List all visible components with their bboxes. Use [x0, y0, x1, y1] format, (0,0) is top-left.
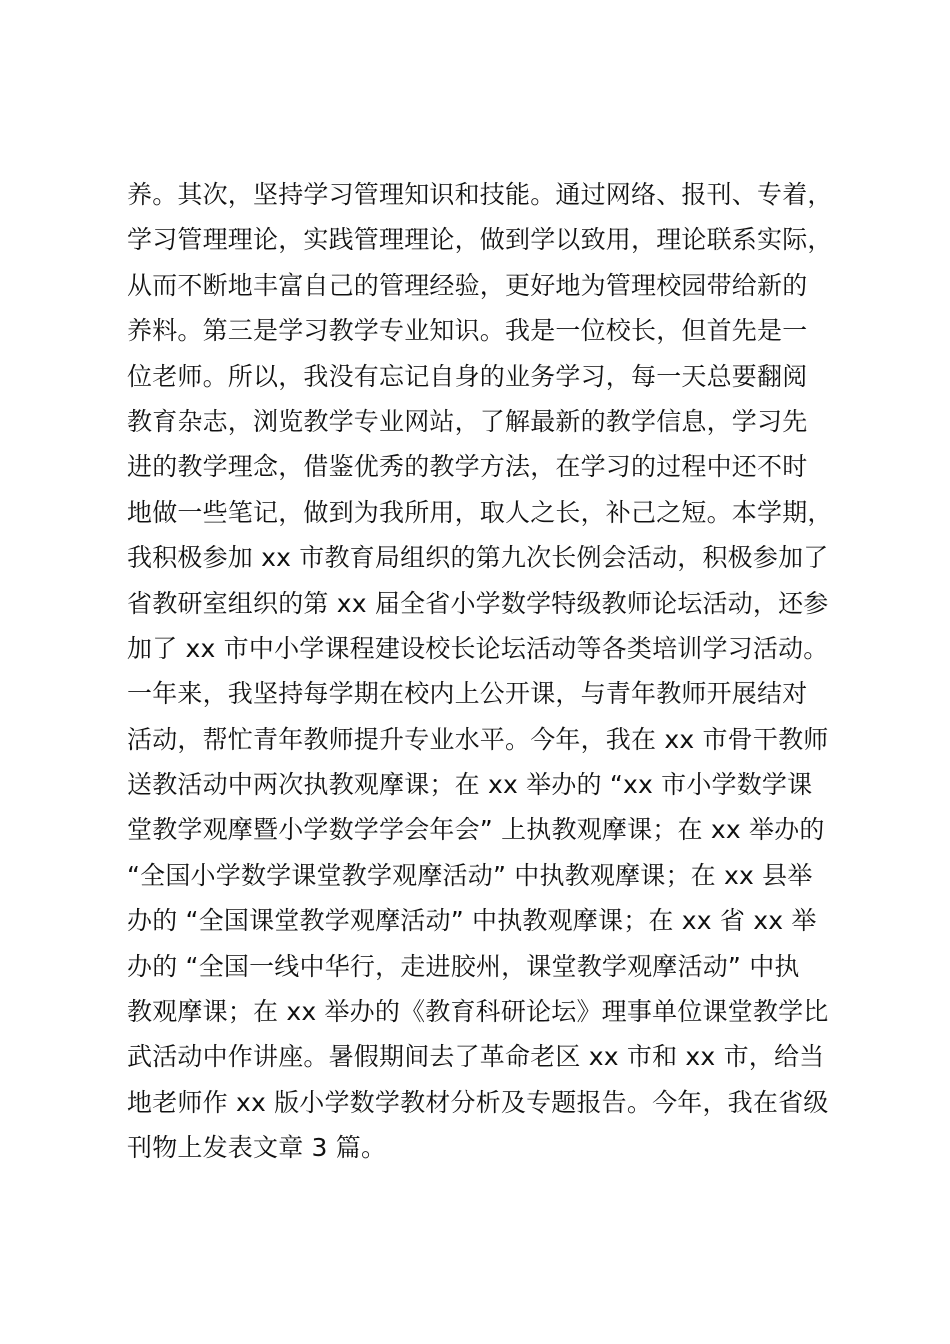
text-line: 养。其次，坚持学习管理知识和技能。通过网络、报刊、专着， [127, 180, 833, 209]
text-line: 进的教学理念，借鉴优秀的教学方法，在学习的过程中还不时 [127, 452, 808, 482]
text-line: “全国小学数学课堂教学观摩活动” 中执教观摩课；在 xx 县举 [127, 860, 813, 890]
text-line: 我积极参加 xx 市教育局组织的第九次长例会活动，积极参加了 [127, 543, 829, 573]
text-line: 地老师作 xx 版小学数学教材分析及专题报告。今年，我在省级 [127, 1087, 829, 1117]
text-line: 刊物上发表文章 3 篇。 [127, 1133, 387, 1163]
text-line: 办的 “全国课堂教学观摩活动” 中执教观摩课；在 xx 省 xx 举 [127, 906, 817, 936]
text-line: 位老师。所以，我没有忘记自身的业务学习，每一天总要翻阅 [127, 361, 808, 391]
body-paragraph [127, 172, 857, 1171]
text-line: 加了 xx 市中小学课程建设校长论坛活动等各类培训学习活动。 [127, 633, 829, 663]
text-line: 活动，帮忙青年教师提升专业水平。今年，我在 xx 市骨干教师 [127, 724, 829, 754]
text-line: 地做一些笔记，做到为我所用，取人之长，补己之短。本学期， [127, 497, 833, 527]
text-line: 送教活动中两次执教观摩课；在 xx 举办的 “xx 市小学数学课 [127, 770, 813, 800]
text-line: 学习管理理论，实践管理理论，做到学以致用，理论联系实际， [127, 225, 833, 255]
text-line: 养料。第三是学习教学专业知识。我是一位校长，但首先是一 [127, 316, 808, 346]
text-line: 省教研室组织的第 xx 届全省小学数学特级教师论坛活动，还参 [127, 588, 829, 618]
text-line: 武活动中作讲座。暑假期间去了革命老区 xx 市和 xx 市，给当 [127, 1042, 825, 1072]
text-line: 办的 “全国一线中华行，走进胶州，课堂教学观摩活动” 中执 [127, 951, 800, 981]
text-line: 从而不断地丰富自己的管理经验，更好地为管理校园带给新的 [127, 270, 808, 300]
text-line: 一年来，我坚持每学期在校内上公开课，与青年教师开展结对 [127, 679, 808, 709]
text-line: 堂教学观摩暨小学数学学会年会” 上执教观摩课；在 xx 举办的 [127, 815, 825, 845]
text-line: 教观摩课；在 xx 举办的《教育科研论坛》理事单位课堂教学比 [127, 997, 829, 1027]
text-line: 教育杂志，浏览教学专业网站，了解最新的教学信息，学习先 [127, 406, 808, 436]
